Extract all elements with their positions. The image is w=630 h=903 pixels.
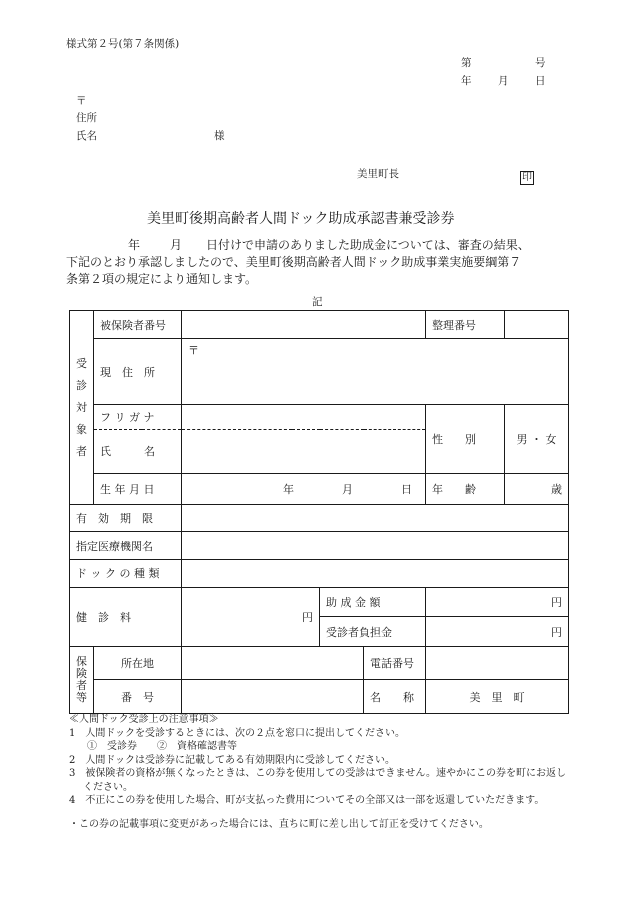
note-item-3: 3 被保険者の資格が無くなったときは、この券を使用しての受診はできません。速やかにこの券を町にお返しください。	[69, 768, 566, 793]
ref-no-field[interactable]	[505, 311, 569, 339]
recipient-group-label: 受 診 対 象 者	[70, 311, 94, 505]
body-text	[66, 237, 576, 288]
institution-field[interactable]	[182, 532, 569, 559]
institution-label: 指定医療機関名	[70, 532, 182, 559]
name-label: 氏 名	[94, 429, 182, 473]
birth-field[interactable]	[182, 473, 426, 504]
seal-mark	[520, 165, 534, 185]
insurer-group-label: 保 険 者 等	[70, 646, 94, 713]
body-line3: 条第２項の規定により通知します。	[66, 272, 258, 286]
exam-fee-field[interactable]: 円	[182, 588, 320, 647]
body-line1-rest: 日付けで申請のありました助成金については、審査の結果、	[206, 238, 530, 252]
furigana-label: フ リ ガ ナ	[94, 405, 182, 429]
sex-field[interactable]: 男 ・ 女	[505, 405, 569, 473]
name-field[interactable]	[182, 429, 426, 473]
date-day: 日	[535, 75, 546, 87]
subsidy-label: 助 成 金 額	[320, 588, 426, 617]
doc-no-prefix: 第	[461, 57, 472, 69]
subsidy-field[interactable]: 円	[426, 588, 569, 617]
date-month: 月	[498, 75, 509, 87]
location-label: 所在地	[94, 646, 182, 680]
number-label: 番 号	[94, 680, 182, 714]
dock-type-label: ド ッ ク の 種 類	[70, 559, 182, 587]
body-line2: 下記のとおり承認しましたので、美里町後期高齢者人間ドック助成事業実施要綱第７	[66, 255, 522, 269]
note-item-1: 1 人間ドックを受診するときには、次の２点を窓口に提出してください。	[69, 727, 405, 739]
address-label: 住所	[76, 112, 97, 124]
body-year: 年	[128, 238, 141, 252]
birth-label: 生 年 月 日	[94, 473, 182, 504]
note-item-2: 2 人間ドックは受診券に記載してある有効期限内に受診してください。	[69, 754, 395, 766]
doc-no-suffix: 号	[535, 57, 546, 69]
date-year: 年	[461, 75, 472, 87]
location-field[interactable]	[182, 646, 364, 680]
body-month: 月	[170, 238, 183, 252]
age-field[interactable]: 歳	[505, 473, 569, 504]
dock-type-field[interactable]	[182, 559, 569, 587]
address-field[interactable]	[182, 339, 569, 405]
note-item-1-sub: ① 受診券 ② 資格確認書等	[87, 741, 237, 752]
table-postal-mark: 〒	[188, 344, 199, 358]
insurer-name-value: 美 里 町	[426, 680, 569, 714]
birth-month: 月	[342, 482, 353, 496]
notes-footer: ・この券の記載事項に変更があった場合には、直ちに町に差し出して訂正を受けてください。	[69, 818, 489, 830]
sex-label: 性 別	[426, 405, 505, 473]
validity-field[interactable]	[182, 505, 569, 532]
ki-label: 記	[312, 296, 323, 308]
insured-no-label: 被保険者番号	[94, 311, 182, 339]
postal-mark: 〒	[76, 95, 87, 107]
ref-no-label: 整理番号	[426, 311, 505, 339]
form-number: 様式第２号(第７条関係)	[66, 38, 180, 50]
notes-header: ≪人間ドック受診上の注意事項≫	[69, 714, 219, 725]
insurer-name-label: 名 称	[364, 680, 426, 714]
phone-field[interactable]	[426, 646, 569, 680]
issuer: 美里町長	[357, 168, 399, 180]
birth-day: 日	[401, 482, 412, 496]
honorific: 様	[214, 130, 225, 142]
exam-fee-label: 健 診 料	[70, 588, 182, 647]
copay-label: 受診者負担金	[320, 617, 426, 646]
seal-text: 印	[522, 172, 532, 183]
birth-year: 年	[283, 482, 294, 496]
insured-no-field[interactable]	[182, 311, 426, 339]
age-label: 年 齢	[426, 473, 505, 504]
address-row-label: 現 住 所	[94, 339, 182, 405]
document-title: 美里町後期高齢者人間ドック助成承認書兼受診券	[147, 211, 455, 227]
furigana-field[interactable]	[182, 405, 426, 429]
copay-field[interactable]: 円	[426, 617, 569, 646]
recipient-name-label: 氏名	[76, 130, 97, 142]
note-item-4: 4 不正にこの券を使用した場合、町が支払った費用についてその全部又は一部を返還していただきます。	[69, 795, 545, 806]
validity-label: 有 効 期 限	[70, 505, 182, 532]
number-field[interactable]	[182, 680, 364, 714]
notes	[69, 713, 574, 831]
phone-label: 電話番号	[364, 646, 426, 680]
main-table	[69, 310, 569, 714]
